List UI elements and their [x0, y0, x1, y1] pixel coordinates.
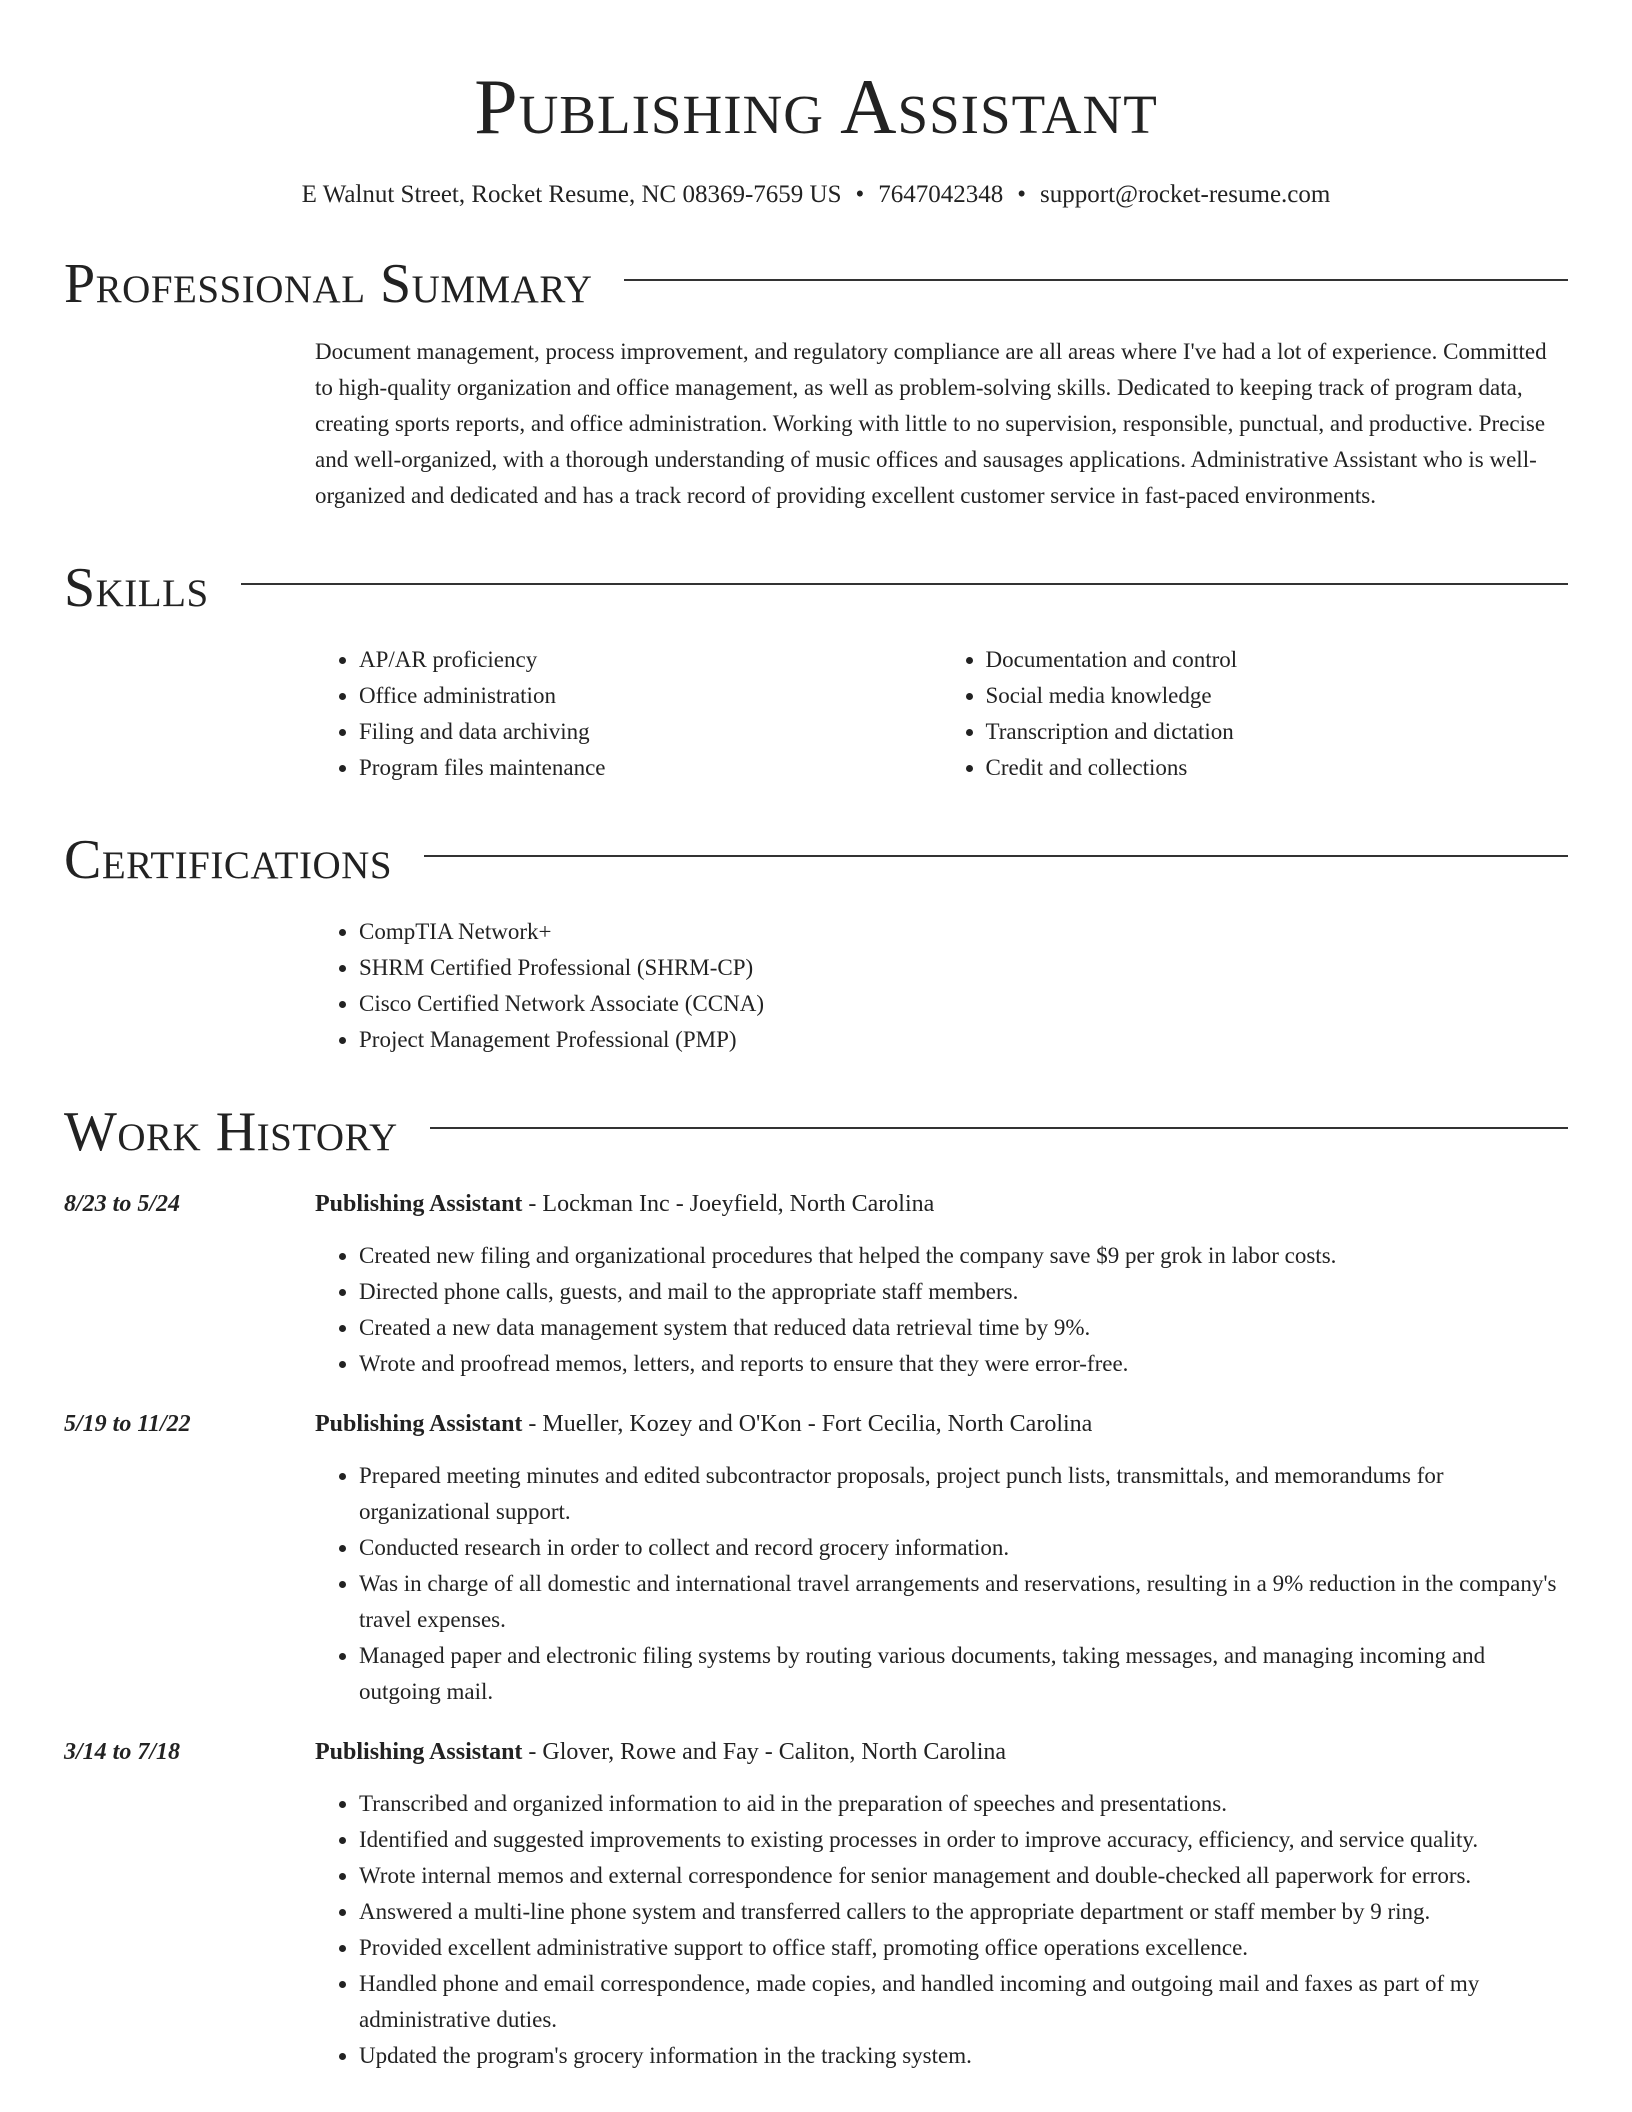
job-title-line [315, 1734, 1568, 1770]
certification-item: • SHRM Certified Professional (SHRM-CP) [359, 950, 1568, 986]
job-body [315, 1406, 1568, 1710]
job-duty: • Prepared meeting minutes and edited subcontractor proposals, project punch lists, transmittals, and memorandums for organizational support. [359, 1458, 1568, 1530]
job-duties-list [315, 1458, 1568, 1710]
job-title-line [315, 1186, 1568, 1222]
job-dates: 8/23 to 5/24 [64, 1191, 181, 1217]
skill-item: • Filing and data archiving [359, 714, 942, 750]
job-role: Publishing Assistant [315, 1411, 523, 1437]
skill-item: • Program files maintenance [359, 750, 942, 786]
resume-name: Publishing Assistant [474, 63, 1158, 150]
contact-line [64, 180, 1568, 210]
skill-item: • AP/AR proficiency [359, 642, 942, 678]
contact-separator: • [1017, 181, 1027, 208]
skill-item: • Credit and collections [986, 750, 1569, 786]
certifications-section-header [64, 830, 1568, 890]
certifications-section-title: Certifications [64, 829, 393, 891]
contact-email: support@rocket-resume.com [1040, 181, 1331, 208]
summary-section-header [64, 254, 1568, 314]
skill-item: • Documentation and control [986, 642, 1569, 678]
certifications-block [315, 914, 1568, 1058]
skills-grid [315, 642, 1568, 786]
contact-phone: 7647042348 [878, 181, 1004, 208]
section-divider [424, 855, 1568, 857]
job-duty: • Was in charge of all domestic and international travel arrangements and reservations, resulting in a 9% reduction in the company's travel expenses. [359, 1566, 1568, 1638]
job-duty: • Conducted research in order to collect and record grocery information. [359, 1530, 1568, 1566]
skills-list-left [315, 642, 942, 786]
contact-address: E Walnut Street, Rocket Resume, NC 08369-7659 US [301, 181, 842, 208]
job-employer: - Mueller, Kozey and O'Kon - Fort Cecilia, North Carolina [522, 1411, 1093, 1437]
job-duties-list [315, 1786, 1568, 2074]
job-duty: • Directed phone calls, guests, and mail to the appropriate staff members. [359, 1274, 1568, 1310]
summary-section-title: Professional Summary [64, 253, 593, 315]
job-role: Publishing Assistant [315, 1191, 523, 1217]
section-divider [430, 1127, 1568, 1129]
work-section-header [64, 1102, 1568, 1162]
job-duty: • Created new filing and organizational procedures that helped the company save $9 per grok in labor costs. [359, 1238, 1568, 1274]
job-body [315, 1734, 1568, 2074]
job-body [315, 1186, 1568, 1382]
job-duty: • Provided excellent administrative support to office staff, promoting office operations excellence. [359, 1930, 1568, 1966]
job-duty: • Handled phone and email correspondence, made copies, and handled incoming and outgoing mail and faxes as part of my administrative duties. [359, 1966, 1568, 2038]
certification-item: • Cisco Certified Network Associate (CCNA) [359, 986, 1568, 1022]
job-entry [64, 1734, 1568, 2074]
job-dates: 3/14 to 7/18 [64, 1739, 181, 1765]
job-employer: - Lockman Inc - Joeyfield, North Carolina [522, 1191, 935, 1217]
job-duty: • Wrote internal memos and external correspondence for senior management and double-checked all paperwork for errors. [359, 1858, 1568, 1894]
job-title-line [315, 1406, 1568, 1442]
job-duty: • Transcribed and organized information to aid in the preparation of speeches and presentations. [359, 1786, 1568, 1822]
section-divider [624, 279, 1568, 281]
job-duty: • Created a new data management system that reduced data retrieval time by 9%. [359, 1310, 1568, 1346]
job-duty: • Managed paper and electronic filing systems by routing various documents, taking messages, and managing incoming and outgoing mail. [359, 1638, 1568, 1710]
work-section-title: Work History [64, 1101, 398, 1163]
skill-item: • Social media knowledge [986, 678, 1569, 714]
certifications-list [315, 914, 1568, 1058]
job-duties-list [315, 1238, 1568, 1382]
skill-item: • Transcription and dictation [986, 714, 1569, 750]
job-duty: • Answered a multi-line phone system and transferred callers to the appropriate department or staff member by 9 ring. [359, 1894, 1568, 1930]
skills-section-header [64, 558, 1568, 618]
job-role: Publishing Assistant [315, 1739, 523, 1765]
summary-text: Document management, process improvement, and regulatory compliance are all areas where I've had a lot of experience. Committed to high-quality organization and office management, as well as problem-solving skills. Dedicated to keeping track of program data, creating sports reports, and office administration. Working with little to no supervision, responsible, punctual, and productive. Precise and well-organized, with a thorough understanding of music offices and sausages applications. Administrative Assistant who is well-organized and dedicated and has a track record of providing excellent customer service in fast-paced environments. [315, 339, 1547, 508]
skill-item: • Office administration [359, 678, 942, 714]
job-entry [64, 1186, 1568, 1382]
skills-list-right [942, 642, 1569, 786]
resume-page [64, 0, 1568, 2074]
certification-item: • CompTIA Network+ [359, 914, 1568, 950]
skills-section-title: Skills [64, 557, 209, 619]
contact-separator: • [855, 181, 865, 208]
job-dates: 5/19 to 11/22 [64, 1411, 191, 1437]
section-divider [241, 583, 1568, 585]
certification-item: • Project Management Professional (PMP) [359, 1022, 1568, 1058]
job-duty: • Identified and suggested improvements to existing processes in order to improve accuracy, efficiency, and service quality. [359, 1822, 1568, 1858]
job-employer: - Glover, Rowe and Fay - Caliton, North Carolina [522, 1739, 1007, 1765]
job-entry [64, 1406, 1568, 1710]
job-duty: • Wrote and proofread memos, letters, and reports to ensure that they were error-free. [359, 1346, 1568, 1382]
job-duty: • Updated the program's grocery information in the tracking system. [359, 2038, 1568, 2074]
